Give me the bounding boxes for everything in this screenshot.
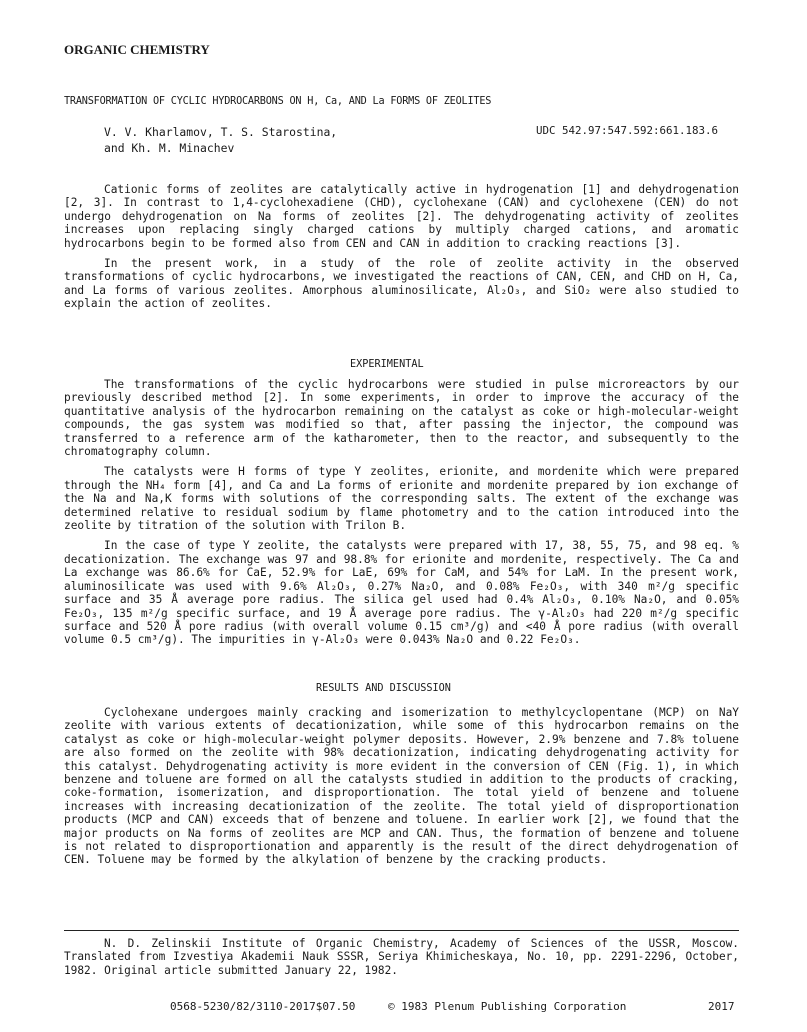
results-paragraph-1: Cyclohexane undergoes mainly cracking and isomerization to methylcyclopentane (MCP) on NaY zeolite with various extents of decationization, while some of this hydrocarbon remains on the catalyst as coke or high-molecular-weight polymer deposits. However, 2.9% benzene and 7.8% toluene are also formed on the zeolite with 98% decationization, indicating dehydrogenating activity for this catalyst. Dehydrogenating activity is more evident in the conversion of CEN (Fig. 1), in which benzene and toluene are formed on all the catalysts studied in addition to the products of cracking, coke-formation, isomerization, and disproportionation. The total yield of benzene and toluene increases with increasing decationization of the zeolite. The total yield of disproportionation products (MCP and CAN) exceeds that of benzene and toluene. In earlier work [2], we found that the major products on Na forms of zeolites are MCP and CAN. Thus, the formation of benzene and toluene is not related to disproportionation and apparently is the result of the direct dehydrogenation of CEN. Toluene may be formed by the alkylation of benzene by the cracking products. <box>64 706 739 867</box>
intro-section <box>64 183 739 311</box>
intro-paragraph-2: In the present work, in a study of the role of zeolite activity in the observed transformations of cyclic hydrocarbons, we investigated the reactions of CAN, CEN, and CHD on H, Ca, and La forms of various zeolites. Amorphous aluminosilicate, Al₂O₃, and SiO₂ were also studied to explain the action of zeolites. <box>64 257 739 311</box>
results-heading: RESULTS AND DISCUSSION <box>316 683 451 694</box>
results-section <box>64 706 739 867</box>
section-heading: ORGANIC CHEMISTRY <box>64 42 210 57</box>
authors-line-2: and Kh. M. Minachev <box>104 141 235 155</box>
author-list <box>104 124 337 156</box>
footnote <box>64 937 739 977</box>
udc-code: UDC 542.97:547.592:661.183.6 <box>536 124 719 137</box>
experimental-paragraph-1: The transformations of the cyclic hydrocarbons were studied in pulse microreactors by our previously described method [2]. In some experiments, in order to improve the accuracy of the quantitative analysis of the hydrocarbon remaining on the catalyst as coke or high-molecular-weight compounds, the gas system was modified so that, after passing the injector, the compound was transferred to a reference arm of the katharometer, then to the reactor, and subsequently to the chromatography column. <box>64 378 739 459</box>
experimental-paragraph-3: In the case of type Y zeolite, the catalysts were prepared with 17, 38, 55, 75, and 98 eq. % decationization. The exchange was 97 and 98.8% for erionite and mordenite, respectively. The Ca and La exchange was 86.6% for CaE, 52.9% for LaE, 69% for CaM, and 54% for LaM. In the present work, aluminosilicate was used with 9.6% Al₂O₃, 0.27% Na₂O, and 0.08% Fe₂O₃, with 340 m²/g specific surface and 35 Å average pore radius. The silica gel used had 0.4% Al₂O₃, 0.10% Na₂O, and 0.05% Fe₂O₃, 135 m²/g specific surface, and 19 Å average pore radius. The γ-Al₂O₃ had 220 m²/g specific surface and 520 Å pore radius (with overall volume 0.15 cm³/g) and <40 Å pore radius (with overall volume 0.5 cm³/g). The impurities in γ-Al₂O₃ were 0.043% Na₂O and 0.22 Fe₂O₃. <box>64 539 739 647</box>
page-number: 2017 <box>708 1000 735 1013</box>
article-title: TRANSFORMATION OF CYCLIC HYDROCARBONS ON H, Ca, AND La FORMS OF ZEOLITES <box>64 96 492 107</box>
footnote-divider <box>64 930 739 931</box>
authors-line-1: V. V. Kharlamov, T. S. Starostina, <box>104 125 338 139</box>
footnote-text: N. D. Zelinskii Institute of Organic Chemistry, Academy of Sciences of the USSR, Moscow. Translated from Izvestiya Akademii Nauk SSSR, Seriya Khimicheskaya, No. 10, pp. 2291-2296, October, 1982. Original article submitted January 22, 1982. <box>64 937 739 977</box>
experimental-paragraph-2: The catalysts were H forms of type Y zeolites, erionite, and mordenite which were prepared through the NH₄ form [4], and Ca and La forms of erionite and mordenite prepared by ion exchange of the Na and Na,K forms with solutions of the corresponding salts. The extent of the exchange was determined relative to residual sodium by flame photometry and to the cation introduced into the zeolite by titration of the solution with Trilon B. <box>64 465 739 533</box>
experimental-section <box>64 378 739 647</box>
intro-paragraph-1: Cationic forms of zeolites are catalytically active in hydrogenation [1] and dehydrogenation [2, 3]. In contrast to 1,4-cyclohexadiene (CHD), cyclohexane (CAN) and cyclohexene (CEN) do not undergo dehydrogenation on Na forms of zeolites [2]. The dehydrogenating activity of zeolites increases upon replacing singly charged cations by multiply charged cations, and aromatic hydrocarbons begin to be formed also from CEN and CAN in addition to cracking reactions [3]. <box>64 183 739 250</box>
copyright-notice: © 1983 Plenum Publishing Corporation <box>388 1000 627 1013</box>
publication-code: 0568-5230/82/3110-2017$07.50 <box>170 1000 356 1013</box>
experimental-heading: EXPERIMENTAL <box>350 359 424 370</box>
